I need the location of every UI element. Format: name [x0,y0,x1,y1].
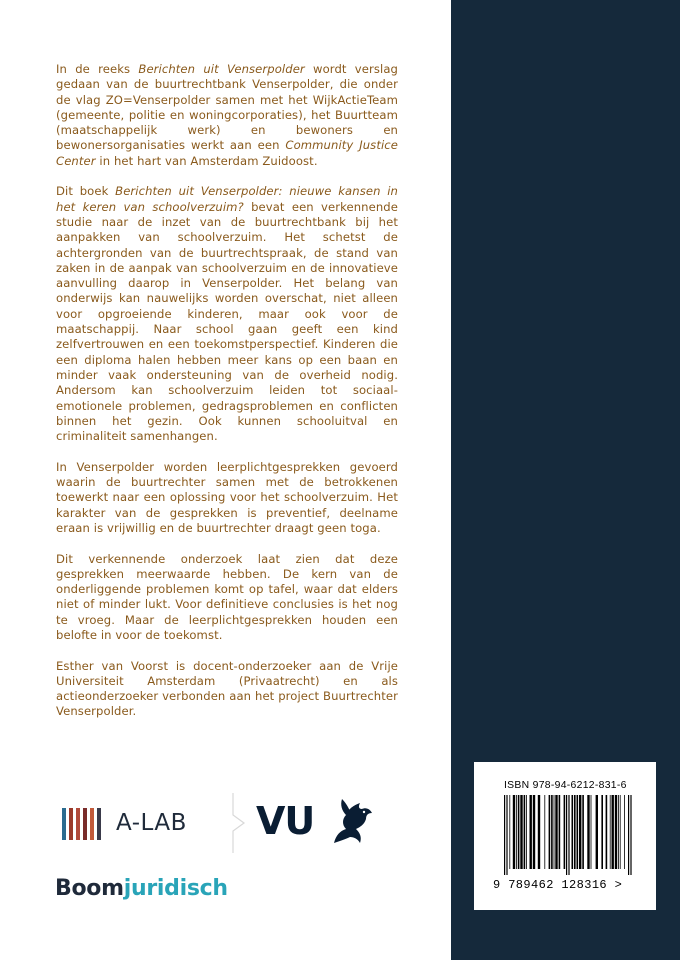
text-run: Dit verkennende onderzoek laat zien dat deze gesprekken meerwaarde hebben. De kern van de onderliggende problemen komt op tafel, waar dat elders niet of minder lukt. Voor definitieve conclusies is het nog te vroeg. Maar de leerplichtgesprekken houden een belofte in voor de toekomst. [56,551,398,642]
barcode-bar [572,795,574,869]
barcode-bar [620,795,621,869]
barcode-bar [513,795,515,869]
barcode-bar [564,795,566,869]
publisher-logo [55,876,228,901]
chevron-divider-icon [232,793,248,853]
barcode-bar [533,795,535,869]
text-run: wordt verslag gedaan van de buurtrechtbank Venserpolder, die onder de vlag ZO=Venserpolder samen met het WijkActieTeam (gemeente, politie en woningcorporaties), het Buurtteam (maatschappelijk werk) en bewoners en bewonersorganisaties werkt aan een [56,62,398,153]
text-run: Esther van Voorst is docent-onderzoeker aan de Vrije Universiteit Amsterdam (Privaatrecht) en als actieonderzoeker verbonden aan het project Buurtrechter Venserpolder. [56,658,398,719]
italic-title-run: Community Justice Center [56,138,398,168]
barcode-bar [587,795,589,869]
text-run: In Venserpolder worden leerplichtgesprekken gevoerd waarin de buurtrechter samen met de betrokkenen toewerkt naar een oplossing voor het schoolverzuim. Het karakter van de gesprekken is preventief, deelname eraan is vrijwillig en de buurtrechter draagt geen toga. [56,459,398,535]
vu-logo [232,793,384,853]
barcode-bar [591,795,592,869]
text-run: in het hart van Amsterdam Zuidoost. [95,153,318,168]
paragraph [56,460,398,536]
barcode-bar [577,795,579,869]
publisher-name-juridisch: juridisch [123,876,228,901]
blurb-text [56,62,398,735]
barcode-bar [544,795,545,869]
barcode-bar [628,795,629,875]
barcode-bar [610,795,611,869]
barcode-bar [551,795,553,869]
barcode-bar [526,795,527,869]
publisher-name-boom: Boom [55,876,124,901]
barcode-bar [568,795,569,875]
barcode-bar [618,795,619,869]
alab-bar [90,808,94,840]
barcode-bar [518,795,520,869]
barcode-bar [606,795,608,869]
text-run: bevat een verkennende studie naar de inzet van de buurtrechtbank bij het aanpakken van schoolverzuim. Het schetst de achtergronden van de buurtrechtspraak, de stand van zaken in de aanpak van schoolverzuim en de innovatieve aanvulling daarop in Venserpolder. Het belang van onderwijs kan nauwelijks worden overschat, niet alleen voor opgroeiende kinderen, maar ook voor de maatschappij. Naar school gaan geeft een kind zelfvertrouwen en een toekomstperspectief. Kinderen die een diploma halen hebben meer kans op een baan en minder vaak ondersteuning van de overheid nodig. Andersom kan schoolverzuim leiden tot sociaal-emotionele problemen, gedragsproblemen en conflicten binnen het gezin. Ook kunnen schooluitval en criminaliteit samenhangen. [56,199,398,444]
alab-bar [76,808,80,840]
barcode-digits: 9 789462 128316 > [493,878,623,892]
griffin-icon [324,797,376,849]
alab-bar [69,808,73,840]
alab-bar [62,808,66,840]
text-run: In de reeks [56,62,139,76]
barcode-bar [612,795,614,869]
partner-logos [54,793,384,853]
alab-bar [97,808,101,840]
alab-wordmark: A-LAB [116,810,187,836]
barcode-bar [630,795,631,875]
barcode-bar [530,795,532,869]
barcode-bar [504,795,505,875]
barcode-bar [506,795,507,875]
barcode-bar [538,795,540,869]
italic-title-run: Berichten uit Venserpolder [138,62,305,76]
barcode-bar [601,795,603,869]
barcode-bar [554,795,555,869]
barcode-bar [615,795,617,869]
alab-bar [83,808,87,840]
barcode-bar [509,795,510,869]
barcode-bar [574,795,576,869]
barcode-bar [624,795,625,869]
barcode-icon [504,795,632,875]
barcode-bar [555,795,557,869]
paragraph [56,552,398,644]
paragraph [56,184,398,444]
text-run: Dit boek [56,184,116,199]
barcode-bar [559,795,561,869]
paragraph [56,659,398,720]
barcode-bar [516,795,517,869]
paragraph [56,62,398,169]
barcode-bar [549,795,551,869]
barcode-bar [596,795,598,869]
vu-wordmark: VU [256,799,315,843]
barcode-bar [520,795,522,869]
italic-title-run: Berichten uit Venserpolder: nieuwe kansen in het keren van schoolverzuim? [56,184,399,214]
barcode-bar [579,795,581,869]
barcode-bar [566,795,567,875]
barcode-bar [524,795,526,869]
alab-logo [62,806,212,842]
isbn-text: ISBN 978-94-6212-831-6 [504,780,627,791]
barcode-bar [582,795,584,869]
